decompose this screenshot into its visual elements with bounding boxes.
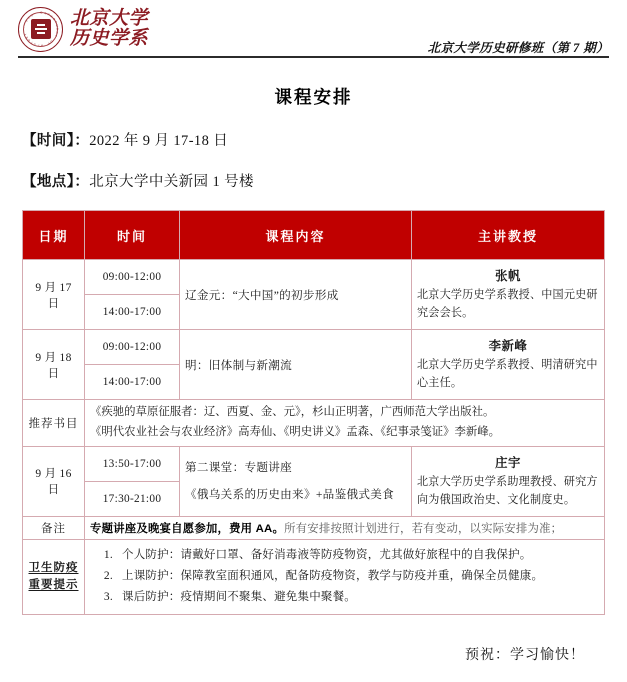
schedule-table-container bbox=[22, 210, 605, 615]
cell-professor bbox=[412, 330, 605, 400]
book-line: 《疾驰的草原征服者：辽、西夏、金、元》，杉山正明著，广西师范大学出版社。 bbox=[90, 406, 495, 418]
table-row bbox=[23, 446, 605, 481]
list-item: 3. 课后防护：疫情期间不聚集、避免集中聚餐。 bbox=[116, 587, 599, 608]
cell-time-slot: 14:00-17:00 bbox=[85, 295, 180, 330]
cell-books bbox=[85, 400, 605, 447]
course-line-1: 第二课堂：专题讲座 bbox=[185, 461, 293, 475]
professor-description: 北京大学历史学系助理教授、研究方向为俄国政治史、文化制度史。 bbox=[417, 476, 598, 506]
table-row-note bbox=[23, 516, 605, 539]
cell-course: 辽金元：“大中国”的初步形成 bbox=[180, 260, 412, 330]
professor-name: 张帆 bbox=[495, 269, 521, 284]
pku-history-seal-icon bbox=[18, 7, 63, 52]
column-header-professor: 主讲教授 bbox=[412, 211, 605, 260]
health-label-line-2: 重要提示 bbox=[28, 578, 79, 591]
list-item: 2. 上课防护：保障教室面积通风，配备防疫物资，教学与防疫并重，确保全员健康。 bbox=[116, 566, 599, 587]
table-row bbox=[23, 260, 605, 295]
schedule-table bbox=[22, 210, 605, 615]
professor-description: 北京大学历史学系教授、中国元史研究会会长。 bbox=[417, 289, 598, 319]
cell-time-slot: 09:00-12:00 bbox=[85, 330, 180, 365]
brand-logo bbox=[18, 7, 148, 52]
professor-description: 北京大学历史学系教授、明清研究中心主任。 bbox=[417, 359, 598, 389]
cell-professor bbox=[412, 260, 605, 330]
note-strong-text: 专题讲座及晚宴自愿参加，费用 AA。 bbox=[90, 522, 285, 535]
list-item: 1. 个人防护：请戴好口罩、备好消毒液等防疫物资，尤其做好旅程中的自我保护。 bbox=[116, 545, 599, 566]
brand-line-1: 北京大学 bbox=[70, 8, 149, 30]
meta-location-label: 【地点】： bbox=[22, 174, 90, 190]
table-row bbox=[23, 330, 605, 365]
program-name: 北京大学历史研修班（第 7 期） bbox=[427, 41, 609, 55]
cell-time-slot: 17:30-21:00 bbox=[85, 481, 180, 516]
meta-time bbox=[22, 129, 627, 150]
table-header-row bbox=[23, 211, 605, 260]
column-header-time: 时间 bbox=[85, 211, 180, 260]
page-header bbox=[0, 0, 627, 58]
book-line: 《明代农业社会与农业经济》高寿仙、《明史讲义》孟森、《纪事录笺证》李新峰。 bbox=[90, 425, 501, 438]
seal-ring-text: D E P A R T M E N T O F H I S T O R Y · P K U · bbox=[23, 11, 59, 47]
meta-time-value: 2022 年 9 月 17-18 日 bbox=[89, 133, 229, 149]
meta-location bbox=[22, 170, 627, 191]
cell-date: 9 月 18 日 bbox=[23, 330, 85, 400]
row-label-books: 推荐书目 bbox=[23, 400, 85, 447]
cell-health-tips bbox=[85, 539, 605, 614]
brand-wordmark bbox=[70, 9, 148, 49]
professor-name: 庄宇 bbox=[495, 456, 521, 471]
column-header-date: 日期 bbox=[23, 211, 85, 260]
cell-professor bbox=[412, 446, 605, 516]
course-line-2: 《俄乌关系的历史由来》+品鉴俄式美食 bbox=[185, 488, 395, 502]
cell-course bbox=[180, 446, 412, 516]
column-header-course: 课程内容 bbox=[180, 211, 412, 260]
row-label-health-tips bbox=[23, 539, 85, 614]
note-light-text: 所有安排按照计划进行，若有变动，以实际安排为准； bbox=[284, 522, 563, 535]
cell-time-slot: 13:50-17:00 bbox=[85, 446, 180, 481]
page-title: 课程安排 bbox=[274, 87, 353, 107]
table-row-recommended-books bbox=[23, 400, 605, 447]
table-row-health-tips bbox=[23, 539, 605, 614]
header-divider bbox=[18, 56, 609, 58]
row-label-note: 备注 bbox=[23, 516, 85, 539]
footer-wish: 预祝：学习愉快！ bbox=[465, 648, 585, 663]
cell-date: 9 月 17 日 bbox=[23, 260, 85, 330]
seal-core-glyph bbox=[31, 19, 51, 39]
professor-name: 李新峰 bbox=[488, 339, 528, 354]
brand-line-2: 历史学系 bbox=[70, 28, 149, 49]
meta-location-value: 北京大学中关新园 1 号楼 bbox=[89, 174, 254, 190]
cell-time-slot: 09:00-12:00 bbox=[85, 260, 180, 295]
cell-note bbox=[85, 516, 605, 539]
health-tips-list bbox=[90, 545, 599, 609]
cell-course: 明：旧体制与新潮流 bbox=[180, 330, 412, 400]
meta-time-label: 【时间】： bbox=[22, 133, 90, 149]
cell-time-slot: 14:00-17:00 bbox=[85, 365, 180, 400]
cell-date: 9 月 16 日 bbox=[23, 446, 85, 516]
health-label-line-1: 卫生防疫 bbox=[28, 561, 79, 574]
